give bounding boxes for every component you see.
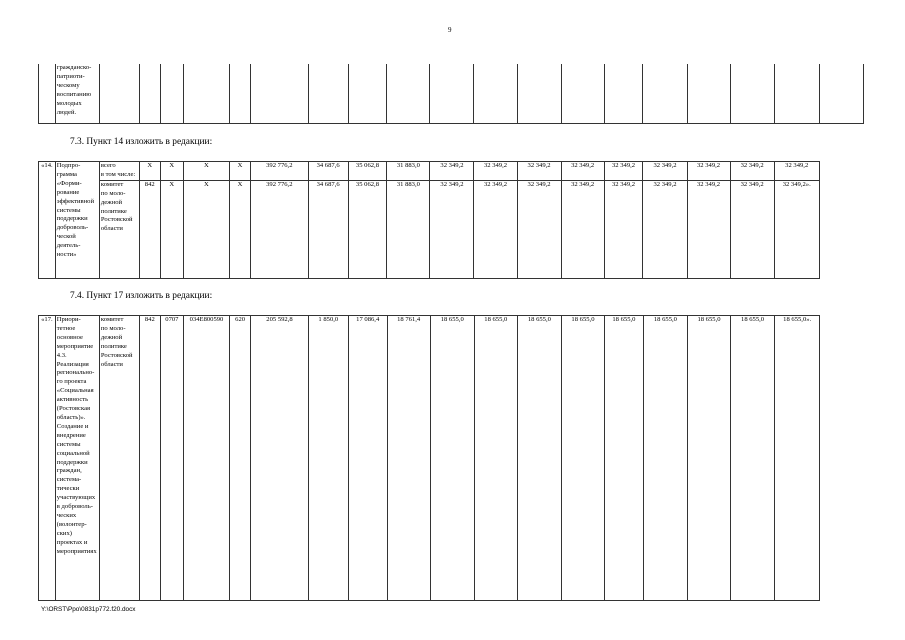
table-row	[39, 316, 865, 601]
year-cell: 32 349,2	[604, 180, 643, 278]
cell-line: грамма	[56, 170, 77, 178]
cell-line: область)».	[56, 413, 86, 421]
cell-line: Приори-	[56, 316, 81, 323]
total-cell: 392 776,2	[250, 162, 308, 181]
item-number: «14.	[39, 162, 56, 279]
item-number: «17.	[39, 316, 56, 601]
year-cell: 18 655,0	[687, 316, 730, 601]
cell-line: Подпро-	[56, 162, 81, 169]
cell-line: поддержки	[56, 215, 88, 223]
table-row	[39, 162, 864, 181]
cell-line: внедрение	[56, 431, 86, 439]
row-label	[99, 162, 139, 181]
section-7-3-heading: 7.3. Пункт 14 изложить в редакции:	[70, 137, 213, 147]
year-cell: 35 062,8	[348, 180, 387, 278]
year-cell: 17 086,4	[348, 316, 387, 601]
year-cell: 32 349,2	[474, 162, 517, 181]
cell-line: дежной	[100, 198, 123, 206]
item-name	[55, 316, 99, 601]
year-cell: 18 655,0	[604, 316, 643, 601]
year-cell: 18 655,0	[430, 316, 474, 601]
cell-line: граждан,	[56, 467, 82, 475]
row-label	[99, 180, 139, 278]
cell-line: по моло-	[100, 189, 126, 197]
code-cell: 0707	[160, 316, 183, 601]
code-cell: X	[229, 162, 250, 181]
year-cell: 32 349,2	[430, 162, 474, 181]
cell-line: ности»	[56, 251, 77, 259]
cell-line: комитет	[100, 316, 124, 323]
cell-line: тически	[56, 485, 80, 493]
cell-line: в доброволь-	[56, 503, 93, 511]
cell-line: системы	[56, 440, 81, 448]
cell-line: проектах и	[56, 538, 88, 546]
code-cell: 842	[139, 316, 160, 601]
year-cell: 18 655,0	[474, 316, 517, 601]
cell-line: го проекта	[56, 378, 87, 386]
cell-line: ческому	[56, 81, 80, 89]
item-name	[55, 162, 99, 279]
year-cell: 32 349,2	[561, 162, 604, 181]
page-number: 9	[448, 26, 452, 34]
year-cell: 32 349,2	[561, 180, 604, 278]
code-cell: X	[160, 162, 183, 181]
year-cell: 32 349,2».	[774, 180, 819, 278]
year-cell: 18 655,0».	[775, 316, 820, 601]
cell-line: воспитанию	[56, 90, 92, 98]
cell-line: области	[100, 225, 123, 233]
year-cell: 32 349,2	[643, 180, 687, 278]
cell-line: политике	[100, 342, 127, 350]
table-row	[39, 180, 864, 278]
year-cell: 32 349,2	[687, 162, 730, 181]
code-cell: X	[160, 180, 183, 278]
code-cell: X	[139, 162, 160, 181]
cell-line: Создание и	[56, 422, 89, 430]
year-cell: 34 687,6	[308, 180, 348, 278]
event-17-table	[38, 315, 864, 601]
code-cell: X	[229, 180, 250, 278]
code-cell: X	[183, 180, 229, 278]
cell-line: Ростовской	[100, 216, 133, 224]
cell-line: мероприятиях	[56, 547, 97, 555]
cell-line: 4.3.	[56, 351, 67, 359]
cell-line: поддержки	[56, 458, 88, 466]
cell-line: Ростовской	[100, 351, 133, 359]
cell-line: (Ростовская	[56, 405, 91, 413]
cell-line: ских)	[56, 529, 72, 537]
cell-line: «Социальная	[56, 387, 94, 395]
cell-line: система-	[56, 476, 82, 484]
cell-line: всего	[100, 162, 116, 169]
code-cell: 034E800590	[183, 316, 229, 601]
total-cell: 205 592,8	[251, 316, 309, 601]
cell-line: (волонтер-	[56, 520, 87, 528]
year-cell: 32 349,2	[643, 162, 687, 181]
year-cell: 32 349,2	[474, 180, 517, 278]
year-cell: 32 349,2	[604, 162, 643, 181]
cell-line: основное	[56, 333, 83, 341]
cell-line: области	[100, 360, 123, 368]
cell-line: активность	[56, 396, 89, 404]
code-cell: 620	[230, 316, 251, 601]
cell-line: дежной	[100, 333, 123, 341]
cell-line: ческой	[56, 233, 76, 241]
cell-line: мероприятие	[56, 342, 94, 350]
year-cell: 32 349,2	[730, 162, 774, 181]
year-cell: 32 349,2	[774, 162, 819, 181]
footer-file-path: Y:\ORST\Ppo\0831p772.f20.docx	[41, 606, 136, 613]
year-cell: 32 349,2	[430, 180, 474, 278]
cell-line: комитет	[100, 180, 124, 188]
cell-line: в том числе:	[100, 170, 136, 178]
year-cell: 32 349,2	[517, 162, 561, 181]
year-cell: 18 655,0	[643, 316, 687, 601]
year-cell: 35 062,8	[348, 162, 387, 181]
total-cell: 392 776,2	[250, 180, 308, 278]
cell-line: «Форми-	[56, 179, 82, 187]
year-cell: 18 655,0	[731, 316, 775, 601]
cell-line: Реализация	[56, 360, 89, 368]
row-label	[99, 316, 139, 601]
cell-line: регионально-	[56, 369, 95, 377]
year-cell: 18 655,0	[561, 316, 604, 601]
year-cell: 32 349,2	[517, 180, 561, 278]
continuation-table	[38, 64, 864, 124]
cell-line: системы	[56, 206, 81, 214]
cell-line: рование	[56, 188, 80, 196]
row-name	[55, 64, 99, 123]
cell-line: по моло-	[100, 324, 126, 332]
year-cell: 32 349,2	[730, 180, 774, 278]
cell-line: деятель-	[56, 242, 81, 250]
year-cell: 18 761,4	[387, 316, 430, 601]
table-row	[39, 64, 864, 123]
year-cell: 31 883,0	[387, 162, 430, 181]
cell-line: людей.	[56, 108, 77, 116]
year-cell: 31 883,0	[387, 180, 430, 278]
cell-line: гражданско-	[56, 64, 92, 71]
section-7-4-heading: 7.4. Пункт 17 изложить в редакции:	[70, 291, 213, 301]
year-cell: 1 850,0	[308, 316, 348, 601]
year-cell: 34 687,6	[308, 162, 348, 181]
cell-line: политике	[100, 207, 127, 215]
cell-line: участвующих	[56, 494, 96, 502]
cell-line: социальной	[56, 449, 90, 457]
cell-line: доброволь-	[56, 224, 89, 232]
year-cell: 32 349,2	[687, 180, 730, 278]
cell-line: патриоти-	[56, 72, 85, 80]
code-cell: 842	[139, 180, 160, 278]
year-cell: 18 655,0	[517, 316, 561, 601]
cell-line: эффективной	[56, 197, 94, 205]
code-cell: X	[183, 162, 229, 181]
program-14-table	[38, 161, 864, 279]
cell-line: молодых	[56, 99, 82, 107]
cell-line: ческих	[56, 511, 77, 519]
cell-line: тетное	[56, 324, 76, 332]
